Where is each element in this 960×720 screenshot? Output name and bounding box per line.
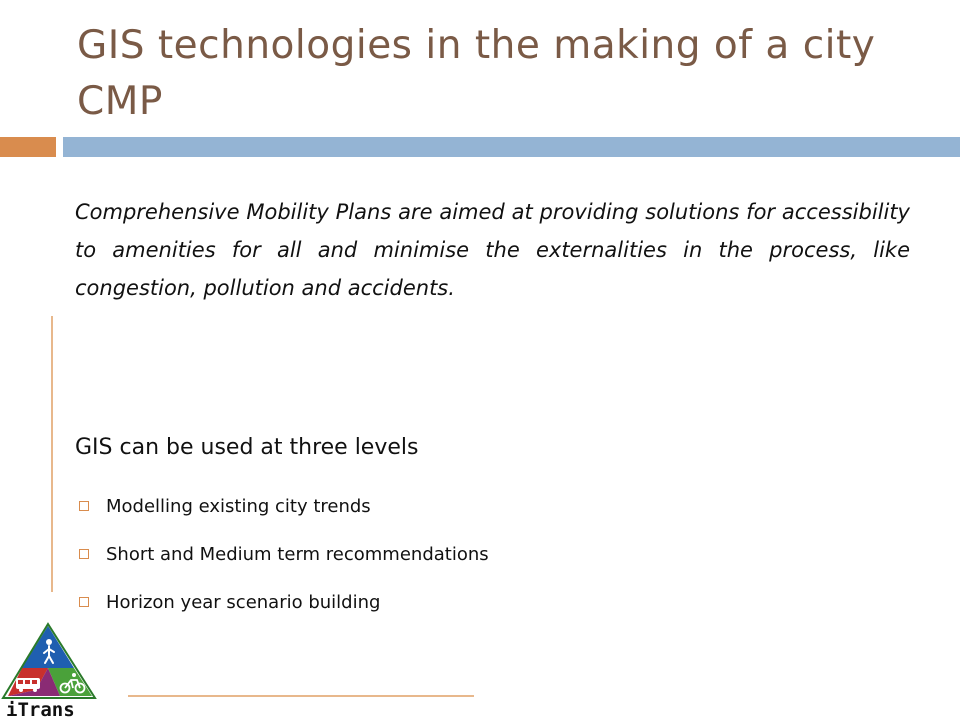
logo-wordmark: iTrans <box>6 699 75 720</box>
list-item-label: Horizon year scenario building <box>106 591 381 613</box>
list-item <box>75 578 489 626</box>
slide-title: GIS technologies in the making of a city CMP <box>77 23 876 124</box>
title-accent-blue-bar <box>63 137 960 157</box>
list-item <box>75 530 489 578</box>
square-bullet-icon <box>79 501 89 511</box>
title-accent-orange-bar <box>0 137 56 157</box>
list-item-label: Short and Medium term recommendations <box>106 543 489 565</box>
list-item-label: Modelling existing city trends <box>106 495 371 517</box>
left-vertical-rule <box>51 316 53 592</box>
bottom-horizontal-rule <box>128 695 474 697</box>
intro-paragraph: Comprehensive Mobility Plans are aimed at providing solutions for accessibility to amenities for all and minimise the externalities in the process, like congestion, pollution and accidents. <box>75 200 910 300</box>
square-bullet-icon <box>79 597 89 607</box>
itrans-logo <box>0 620 104 720</box>
list-item <box>75 482 489 530</box>
square-bullet-icon <box>79 549 89 559</box>
levels-heading: GIS can be used at three levels <box>75 435 419 460</box>
levels-list <box>75 482 489 626</box>
